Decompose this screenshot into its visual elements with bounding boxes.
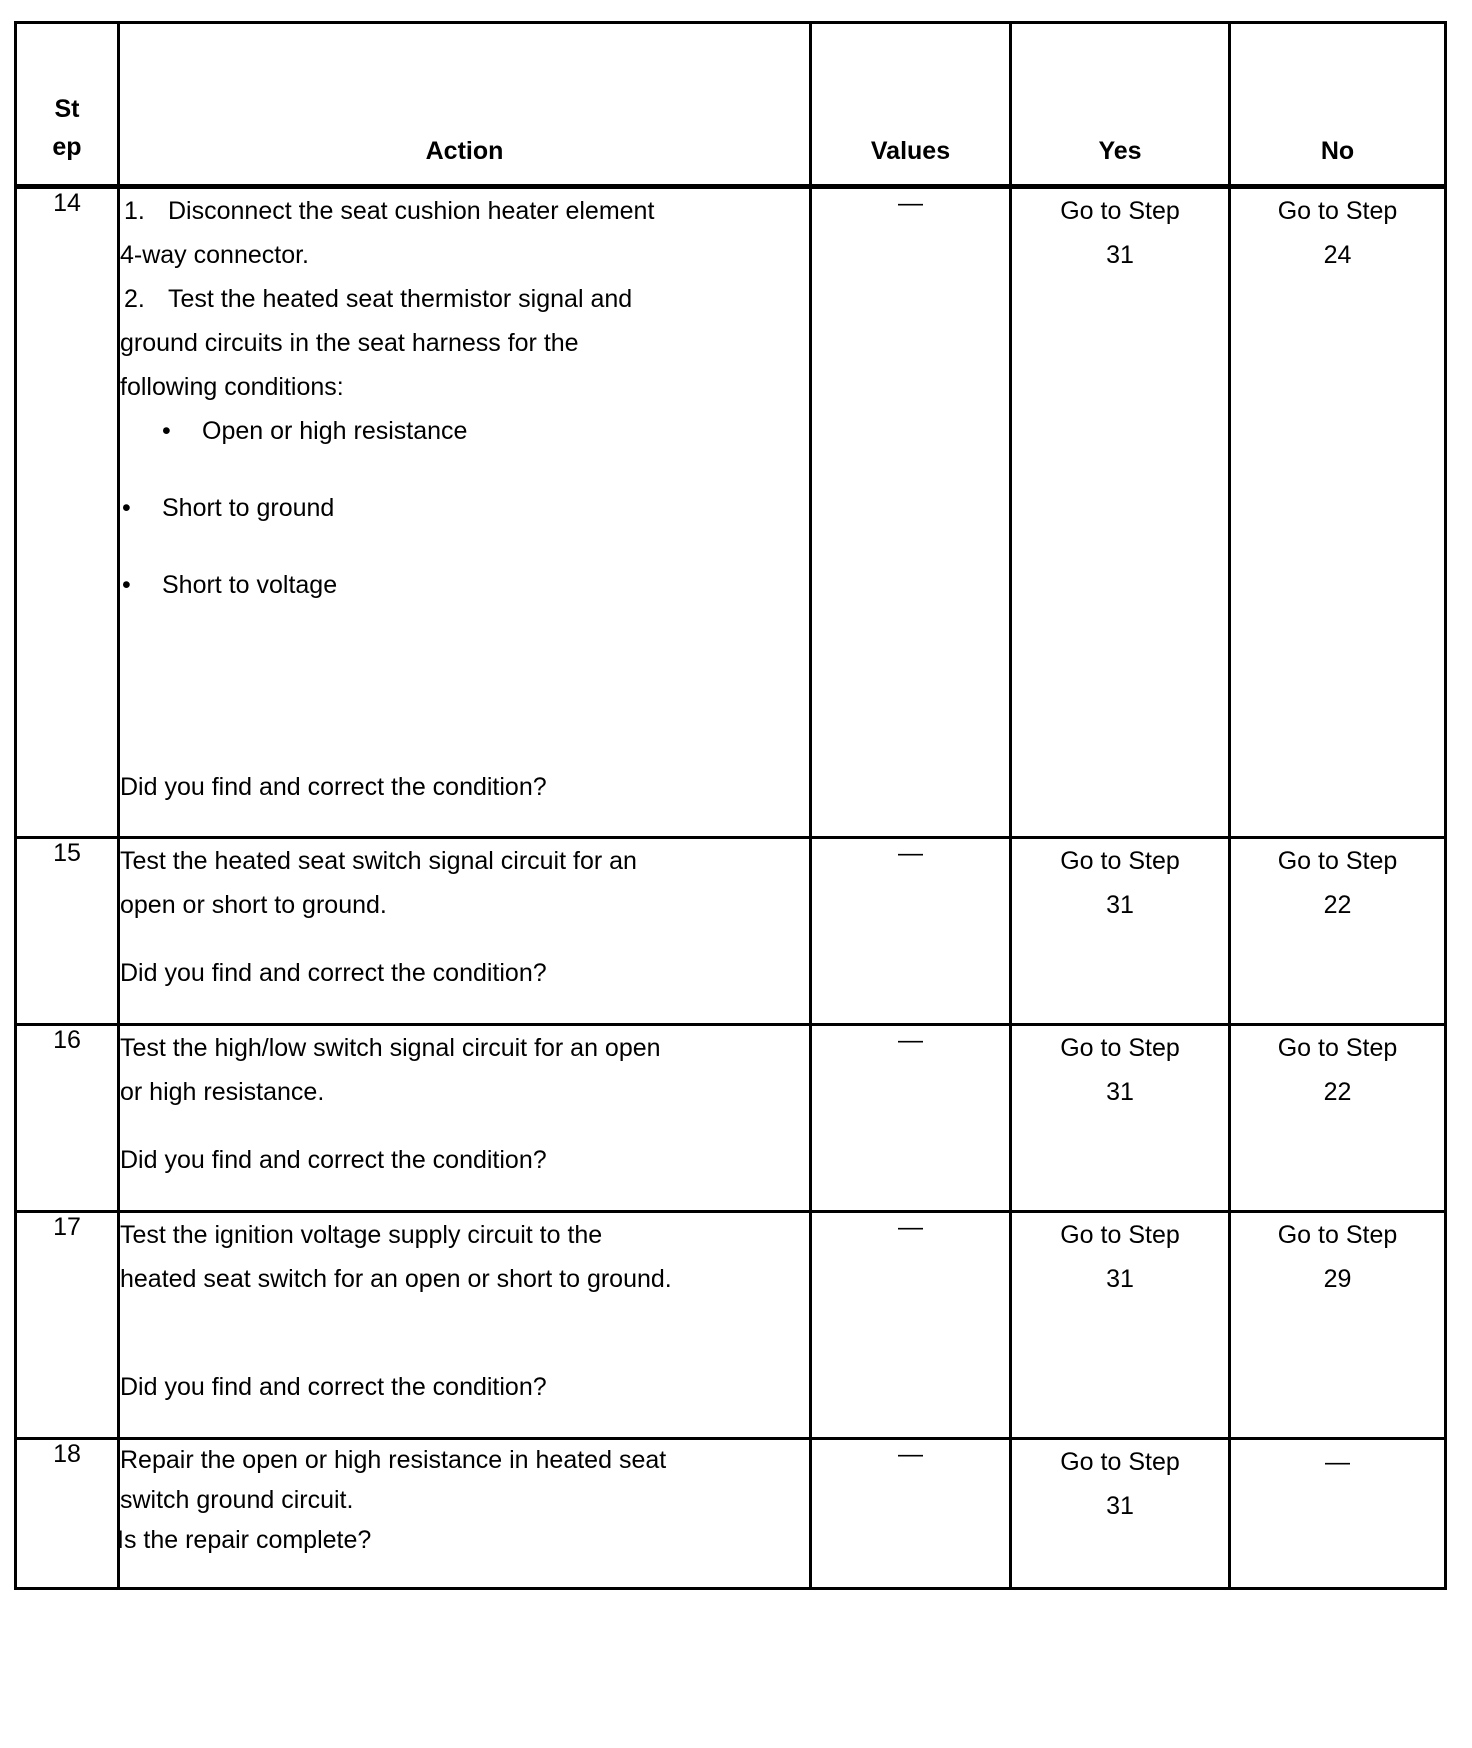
table-row — [16, 1025, 1446, 1212]
action-question: Did you find and correct the condition? — [120, 959, 547, 987]
step-number: 16 — [16, 1025, 119, 1212]
action-question: Is the repair complete? — [117, 1526, 372, 1554]
bullet-item: • Short to ground — [122, 494, 335, 522]
no-empty-dash: — — [1325, 1448, 1350, 1476]
action-cell — [119, 1025, 811, 1212]
values-cell — [811, 1212, 1011, 1439]
table-row — [16, 1212, 1446, 1439]
action-cell — [119, 1212, 811, 1439]
action-question: Did you find and correct the condition? — [120, 773, 547, 801]
empty-dash: — — [898, 839, 923, 867]
step-number: 18 — [16, 1439, 119, 1589]
no-cell — [1230, 187, 1446, 838]
column-header-yes: Yes — [1011, 23, 1230, 187]
action-cell — [119, 187, 811, 838]
no-goto-step: 22 — [1323, 1078, 1352, 1106]
yes-goto-label: Go to Step — [1060, 1221, 1180, 1249]
yes-goto-label: Go to Step — [1060, 1448, 1180, 1476]
column-header-action: Action — [119, 23, 811, 187]
bullet-item: • Open or high resistance — [162, 417, 468, 445]
values-cell — [811, 1439, 1011, 1589]
no-cell — [1230, 1439, 1446, 1589]
action-text-line2: switch ground circuit. — [120, 1486, 354, 1514]
yes-cell — [1011, 1212, 1230, 1439]
table-header-row — [16, 23, 1446, 187]
no-cell — [1230, 838, 1446, 1025]
column-header-values: Values — [811, 23, 1011, 187]
yes-goto-step: 31 — [1106, 1078, 1134, 1106]
action-text-line1: Repair the open or high resistance in heated seat — [120, 1446, 667, 1474]
no-goto-step: 24 — [1323, 241, 1352, 269]
yes-goto-label: Go to Step — [1060, 1034, 1180, 1062]
yes-goto-step: 31 — [1106, 1265, 1134, 1293]
values-cell — [811, 1025, 1011, 1212]
action-cell — [119, 1439, 811, 1589]
no-goto-step: 22 — [1323, 891, 1352, 919]
action-item-2-continuation-2: following conditions: — [120, 373, 344, 401]
no-goto-step: 29 — [1323, 1265, 1352, 1293]
table-row — [16, 1439, 1446, 1589]
action-item-1: 1. Disconnect the seat cushion heater element — [124, 197, 655, 225]
yes-goto-step: 31 — [1106, 891, 1134, 919]
action-text-line1: Test the ignition voltage supply circuit to the — [120, 1221, 603, 1249]
no-goto-label: Go to Step — [1277, 197, 1398, 225]
yes-cell — [1011, 1025, 1230, 1212]
yes-cell — [1011, 838, 1230, 1025]
table-row — [16, 838, 1446, 1025]
action-item-2-continuation-1: ground circuits in the seat harness for the — [120, 329, 579, 357]
action-text-line2: heated seat switch for an open or short to ground. — [120, 1265, 672, 1293]
yes-cell — [1011, 187, 1230, 838]
action-text-line2: open or short to ground. — [120, 891, 387, 919]
values-cell — [811, 187, 1011, 838]
yes-goto-step: 31 — [1106, 241, 1134, 269]
step-number: 17 — [16, 1212, 119, 1439]
yes-goto-label: Go to Step — [1060, 197, 1180, 225]
empty-dash: — — [898, 1026, 923, 1054]
action-question: Did you find and correct the condition? — [120, 1146, 547, 1174]
column-header-step — [16, 23, 119, 187]
action-text-line1: Test the heated seat switch signal circuit for an — [120, 847, 637, 875]
table-row — [16, 187, 1446, 838]
step-header-line1: St — [54, 95, 80, 123]
no-goto-label: Go to Step — [1277, 847, 1398, 875]
yes-cell — [1011, 1439, 1230, 1589]
no-cell — [1230, 1025, 1446, 1212]
diagnostic-procedure-table — [14, 21, 1447, 1590]
action-text-line1: Test the high/low switch signal circuit for an open — [120, 1034, 661, 1062]
values-cell — [811, 838, 1011, 1025]
step-number: 14 — [16, 187, 119, 838]
empty-dash: — — [898, 1213, 923, 1241]
action-cell — [119, 838, 811, 1025]
bullet-item: • Short to voltage — [122, 571, 338, 599]
no-goto-label: Go to Step — [1277, 1221, 1398, 1249]
step-header-line2: ep — [52, 133, 82, 161]
column-header-no: No — [1230, 23, 1446, 187]
yes-goto-step: 31 — [1106, 1492, 1134, 1520]
step-number: 15 — [16, 838, 119, 1025]
action-question: Did you find and correct the condition? — [120, 1373, 547, 1401]
action-item-2: 2. Test the heated seat thermistor signal and — [124, 285, 633, 313]
empty-dash: — — [898, 189, 923, 217]
action-text-line2: or high resistance. — [120, 1078, 325, 1106]
empty-dash: — — [898, 1440, 923, 1468]
yes-goto-label: Go to Step — [1060, 847, 1180, 875]
no-goto-label: Go to Step — [1277, 1034, 1398, 1062]
no-cell — [1230, 1212, 1446, 1439]
action-item-1-continuation: 4-way connector. — [120, 241, 309, 269]
